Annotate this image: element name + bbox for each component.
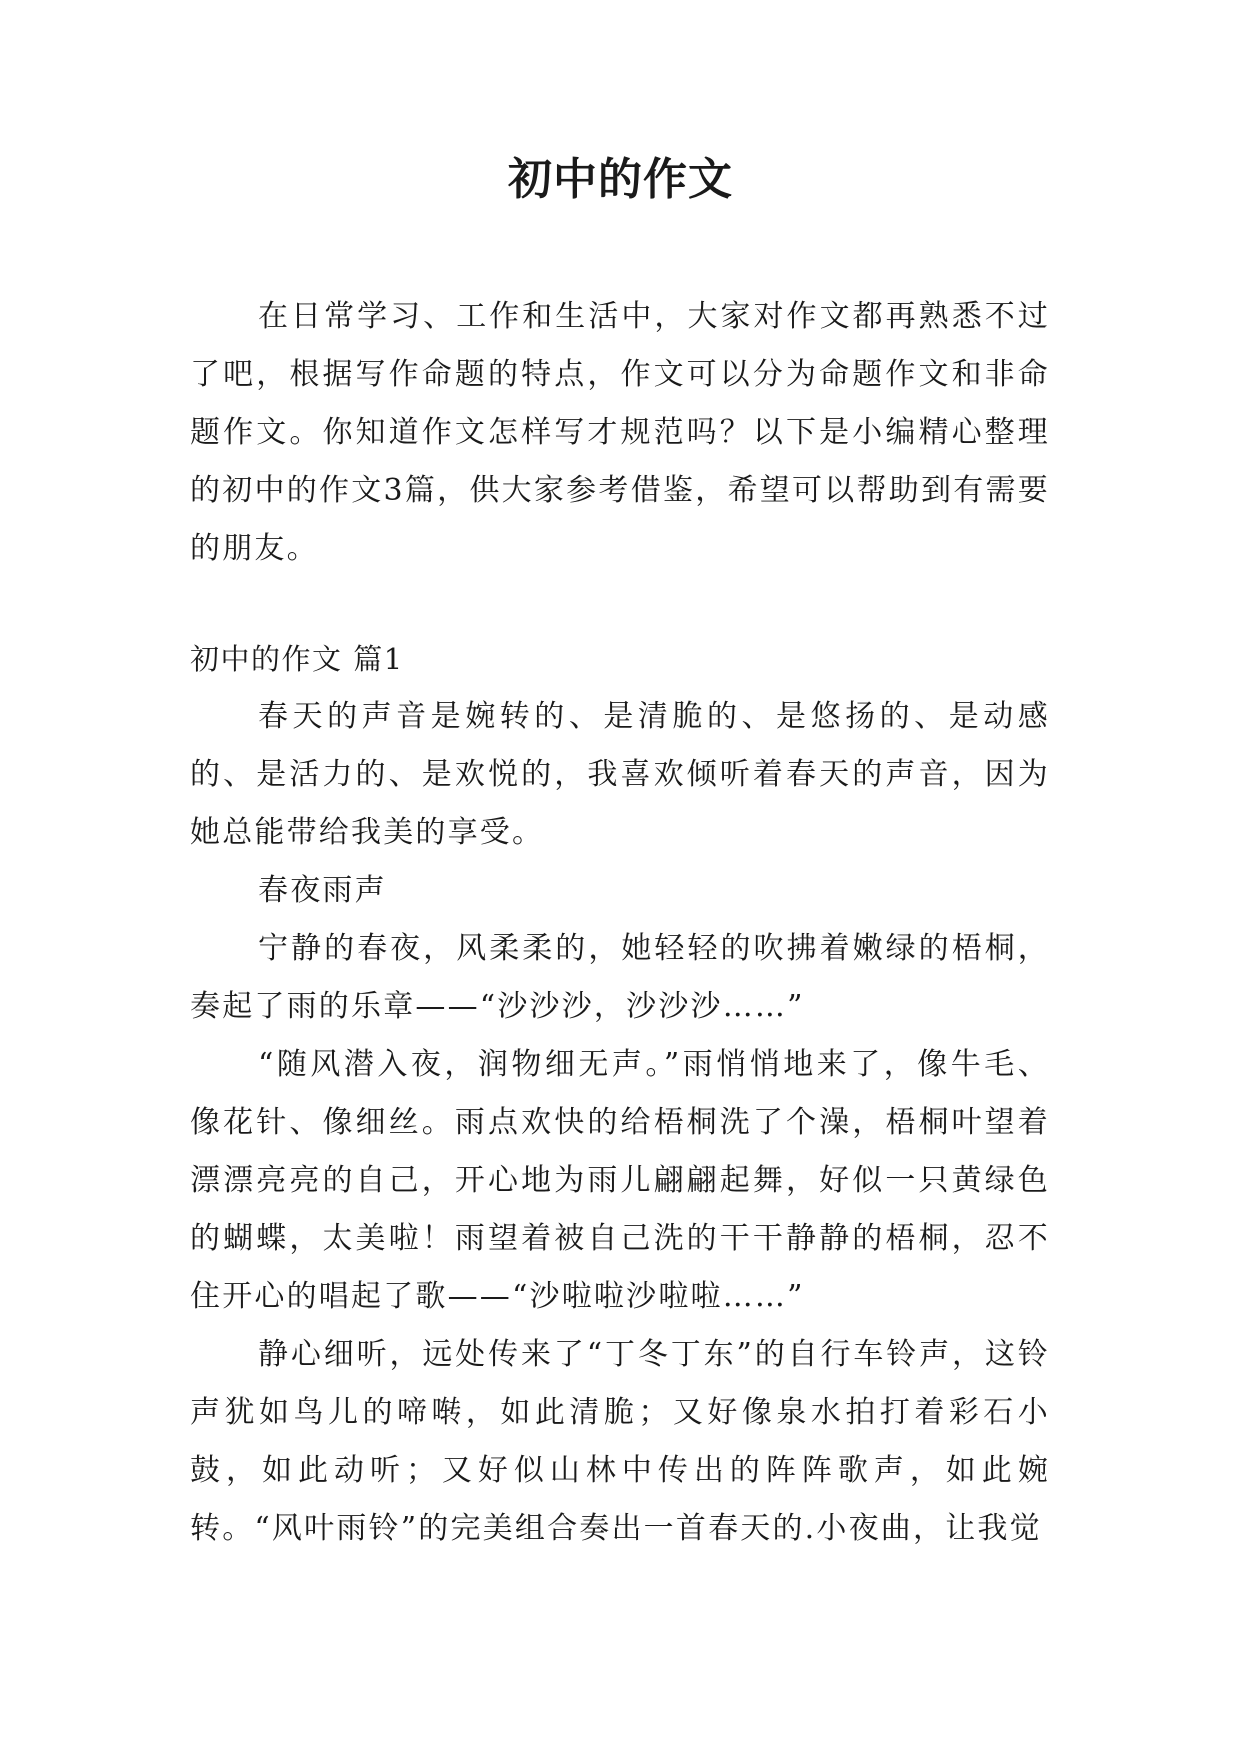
document-body [190, 288, 1050, 1558]
subheading-paragraph: 春夜雨声 [258, 873, 387, 908]
body-paragraph: “随风潜入夜，润物细无声。”雨悄悄地来了，像牛毛、像花针、像细丝。雨点欢快的给梧桐洗了个澡，梧桐叶望着漂漂亮亮的自己，开心地为雨儿翩翩起舞，好似一只黄绿色的蝴蝶，太美啦！雨望着被自己洗的干干静静的梧桐，忍不住开心的唱起了歌——“沙啦啦沙啦啦……” [190, 1047, 1050, 1314]
body-paragraph: 宁静的春夜，风柔柔的，她轻轻的吹拂着嫩绿的梧桐，奏起了雨的乐章——“沙沙沙，沙沙沙……” [190, 931, 1050, 1024]
document-title: 初中的作文 [508, 154, 733, 205]
body-paragraph: 春天的声音是婉转的、是清脆的、是悠扬的、是动感的、是活力的、是欢悦的，我喜欢倾听着春天的声音，因为她总能带给我美的享受。 [190, 699, 1050, 850]
section-heading: 初中的作文 篇1 [190, 642, 404, 676]
intro-paragraph: 在日常学习、工作和生活中，大家对作文都再熟悉不过了吧，根据写作命题的特点，作文可以分为命题作文和非命题作文。你知道作文怎样写才规范吗？以下是小编精心整理的初中的作文3篇，供大家参考借鉴，希望可以帮助到有需要的朋友。 [190, 299, 1050, 566]
body-paragraph: 静心细听，远处传来了“丁冬丁东”的自行车铃声，这铃声犹如鸟儿的啼啭，如此清脆；又好像泉水拍打着彩石小鼓，如此动听；又好似山林中传出的阵阵歌声，如此婉转。“风叶雨铃”的完美组合奏出一首春天的.小夜曲，让我觉 [190, 1337, 1050, 1546]
